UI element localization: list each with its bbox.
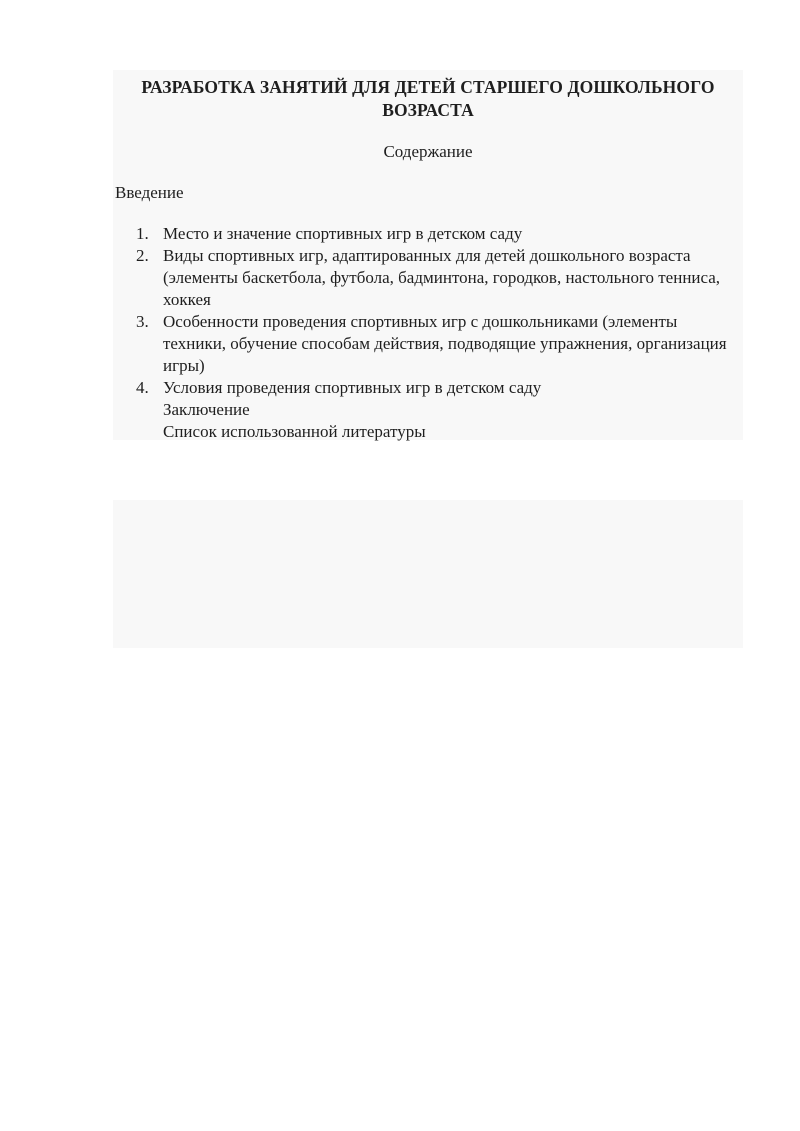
toc-item-text: Особенности проведения спортивных игр с дошкольниками (элементы техники, обучение способам действия, подводящие упражнения, организация игры) <box>163 312 727 375</box>
toc-intro: Введение <box>115 183 184 202</box>
toc-item <box>115 377 743 399</box>
toc-references: Список использованной литературы <box>163 422 426 441</box>
document-title <box>113 76 743 122</box>
toc-item <box>115 311 743 377</box>
toc-item-number: 2. <box>136 246 149 265</box>
toc-item-text: Виды спортивных игр, адаптированных для детей дошкольного возраста (элементы баскетбола, футбола, бадминтона, городков, настольного тенниса, хоккея <box>163 246 721 309</box>
toc-item <box>115 223 743 245</box>
toc-item-number: 1. <box>136 224 149 243</box>
toc-item-number: 4. <box>136 378 149 397</box>
toc-conclusion: Заключение <box>163 400 250 419</box>
toc-list <box>115 223 743 443</box>
toc-heading: Содержание <box>383 142 473 161</box>
toc-item-text: Условия проведения спортивных игр в детском саду <box>163 378 542 397</box>
toc-item <box>115 245 743 311</box>
empty-content-block <box>113 500 743 648</box>
title-line-2: ВОЗРАСТА <box>382 100 474 120</box>
toc-item-text: Место и значение спортивных игр в детском саду <box>163 224 523 243</box>
toc-item-number: 3. <box>136 312 149 331</box>
title-line-1: РАЗРАБОТКА ЗАНЯТИЙ ДЛЯ ДЕТЕЙ СТАРШЕГО ДОШКОЛЬНОГО <box>141 77 715 97</box>
